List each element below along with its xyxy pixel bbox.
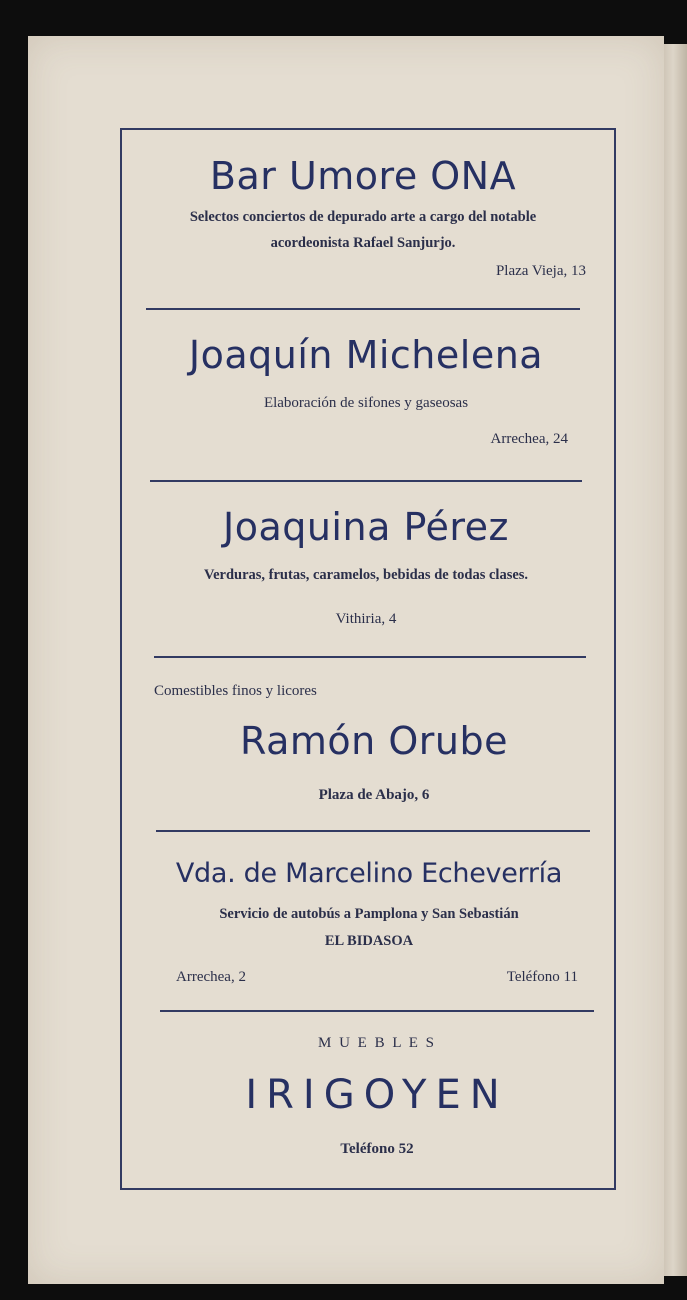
ad-address: Arrechea, 24: [490, 431, 568, 447]
ad-joaquina: [146, 500, 586, 630]
ad-tagline: Comestibles finos y licores: [154, 683, 317, 699]
divider: [156, 830, 590, 832]
page-edge: [664, 44, 687, 1276]
ad-description: acordeonista Rafael Sanjurjo.: [270, 235, 456, 251]
ad-title: IRIGOYEN: [245, 1072, 509, 1118]
ad-echeverria: [156, 852, 582, 988]
ad-category: M U E B L E S: [318, 1035, 436, 1051]
divider: [146, 308, 580, 310]
ad-title: Ramón Orube: [240, 719, 508, 763]
ad-title: Joaquina Pérez: [222, 505, 509, 549]
ad-description: Verduras, frutas, caramelos, bebidas de todas clases.: [203, 567, 529, 583]
ad-frame: [120, 128, 616, 1190]
ad-bar-umore: [140, 150, 586, 282]
ad-irigoyen: [160, 1032, 594, 1160]
ad-address: Plaza Vieja, 13: [495, 263, 586, 279]
ad-phone: Teléfono 11: [506, 969, 578, 985]
ad-title: Joaquín Michelena: [188, 333, 544, 377]
ad-address: Plaza de Abajo, 6: [318, 787, 430, 803]
ad-address: Arrechea, 2: [176, 969, 246, 985]
divider: [154, 656, 586, 658]
ad-description: Servicio de autobús a Pamplona y San Sebastián: [219, 906, 519, 922]
ad-orube: [154, 680, 594, 806]
ad-address: Vithiria, 4: [335, 611, 397, 627]
divider: [150, 480, 582, 482]
ad-description: Selectos conciertos de depurado arte a cargo del notable: [189, 209, 537, 225]
ad-service-name: EL BIDASOA: [324, 933, 414, 949]
ad-description: Elaboración de sifones y gaseosas: [263, 395, 469, 411]
ad-phone: Teléfono 52: [340, 1141, 414, 1157]
divider: [160, 1010, 594, 1012]
ad-michelena: [146, 328, 586, 450]
ad-title: Bar Umore ONA: [209, 154, 517, 198]
ad-title: Vda. de Marcelino Echeverría: [175, 858, 563, 889]
